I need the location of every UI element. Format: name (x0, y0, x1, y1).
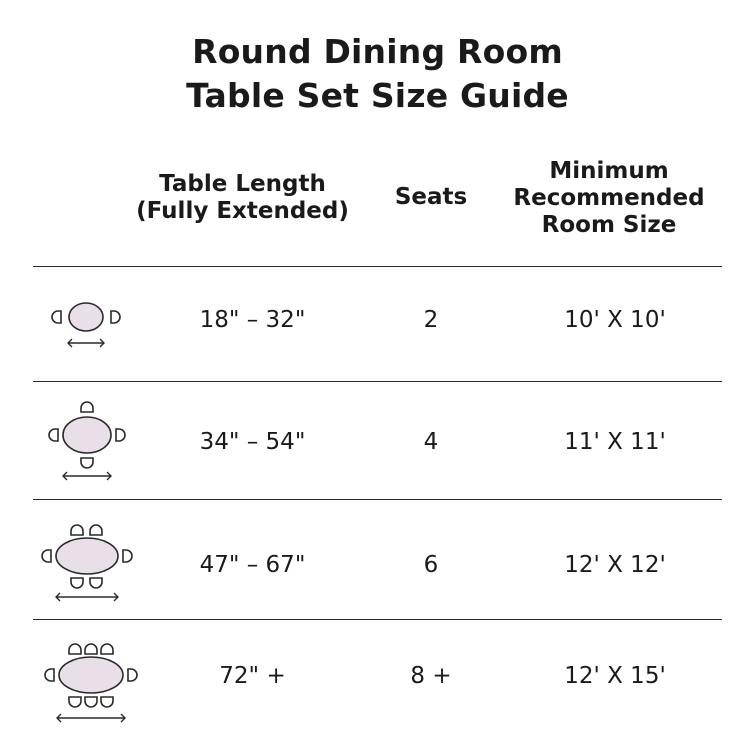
title-line-1: Round Dining Room (192, 32, 563, 71)
header-seats: Seats (394, 184, 468, 210)
divider-row-1 (33, 381, 722, 382)
page-title (0, 30, 755, 118)
header-room-size-line-2: Recommended (513, 185, 705, 211)
row-3-length: 47" – 67" (199, 552, 306, 578)
row-4-seats: 8 + (410, 663, 452, 689)
row-4-room-size: 12' X 15' (564, 663, 666, 689)
header-room-size-line-1: Minimum (549, 158, 669, 184)
table-2-seats-icon (30, 293, 140, 353)
table-4-seats-icon (30, 396, 140, 486)
divider-header (33, 266, 722, 267)
header-room-size-line-3: Room Size (541, 212, 677, 238)
header-room-size (495, 158, 723, 239)
header-table-length-line-1: Table Length (159, 171, 326, 197)
row-4-length: 72" + (219, 663, 286, 689)
row-2-room-size: 11' X 11' (564, 429, 666, 455)
divider-row-3 (33, 619, 722, 620)
header-table-length-line-2: (Fully Extended) (136, 198, 349, 224)
row-3-seats: 6 (423, 552, 439, 578)
table-6-seats-icon (30, 519, 140, 609)
title-line-2: Table Set Size Guide (186, 76, 569, 115)
row-1-seats: 2 (423, 307, 439, 333)
divider-row-2 (33, 499, 722, 500)
row-2-seats: 4 (423, 429, 439, 455)
table-8-seats-icon (30, 638, 140, 728)
row-1-room-size: 10' X 10' (564, 307, 666, 333)
row-2-length: 34" – 54" (199, 429, 306, 455)
row-1-length: 18" – 32" (199, 307, 306, 333)
header-table-length (125, 171, 360, 225)
row-3-room-size: 12' X 12' (564, 552, 666, 578)
